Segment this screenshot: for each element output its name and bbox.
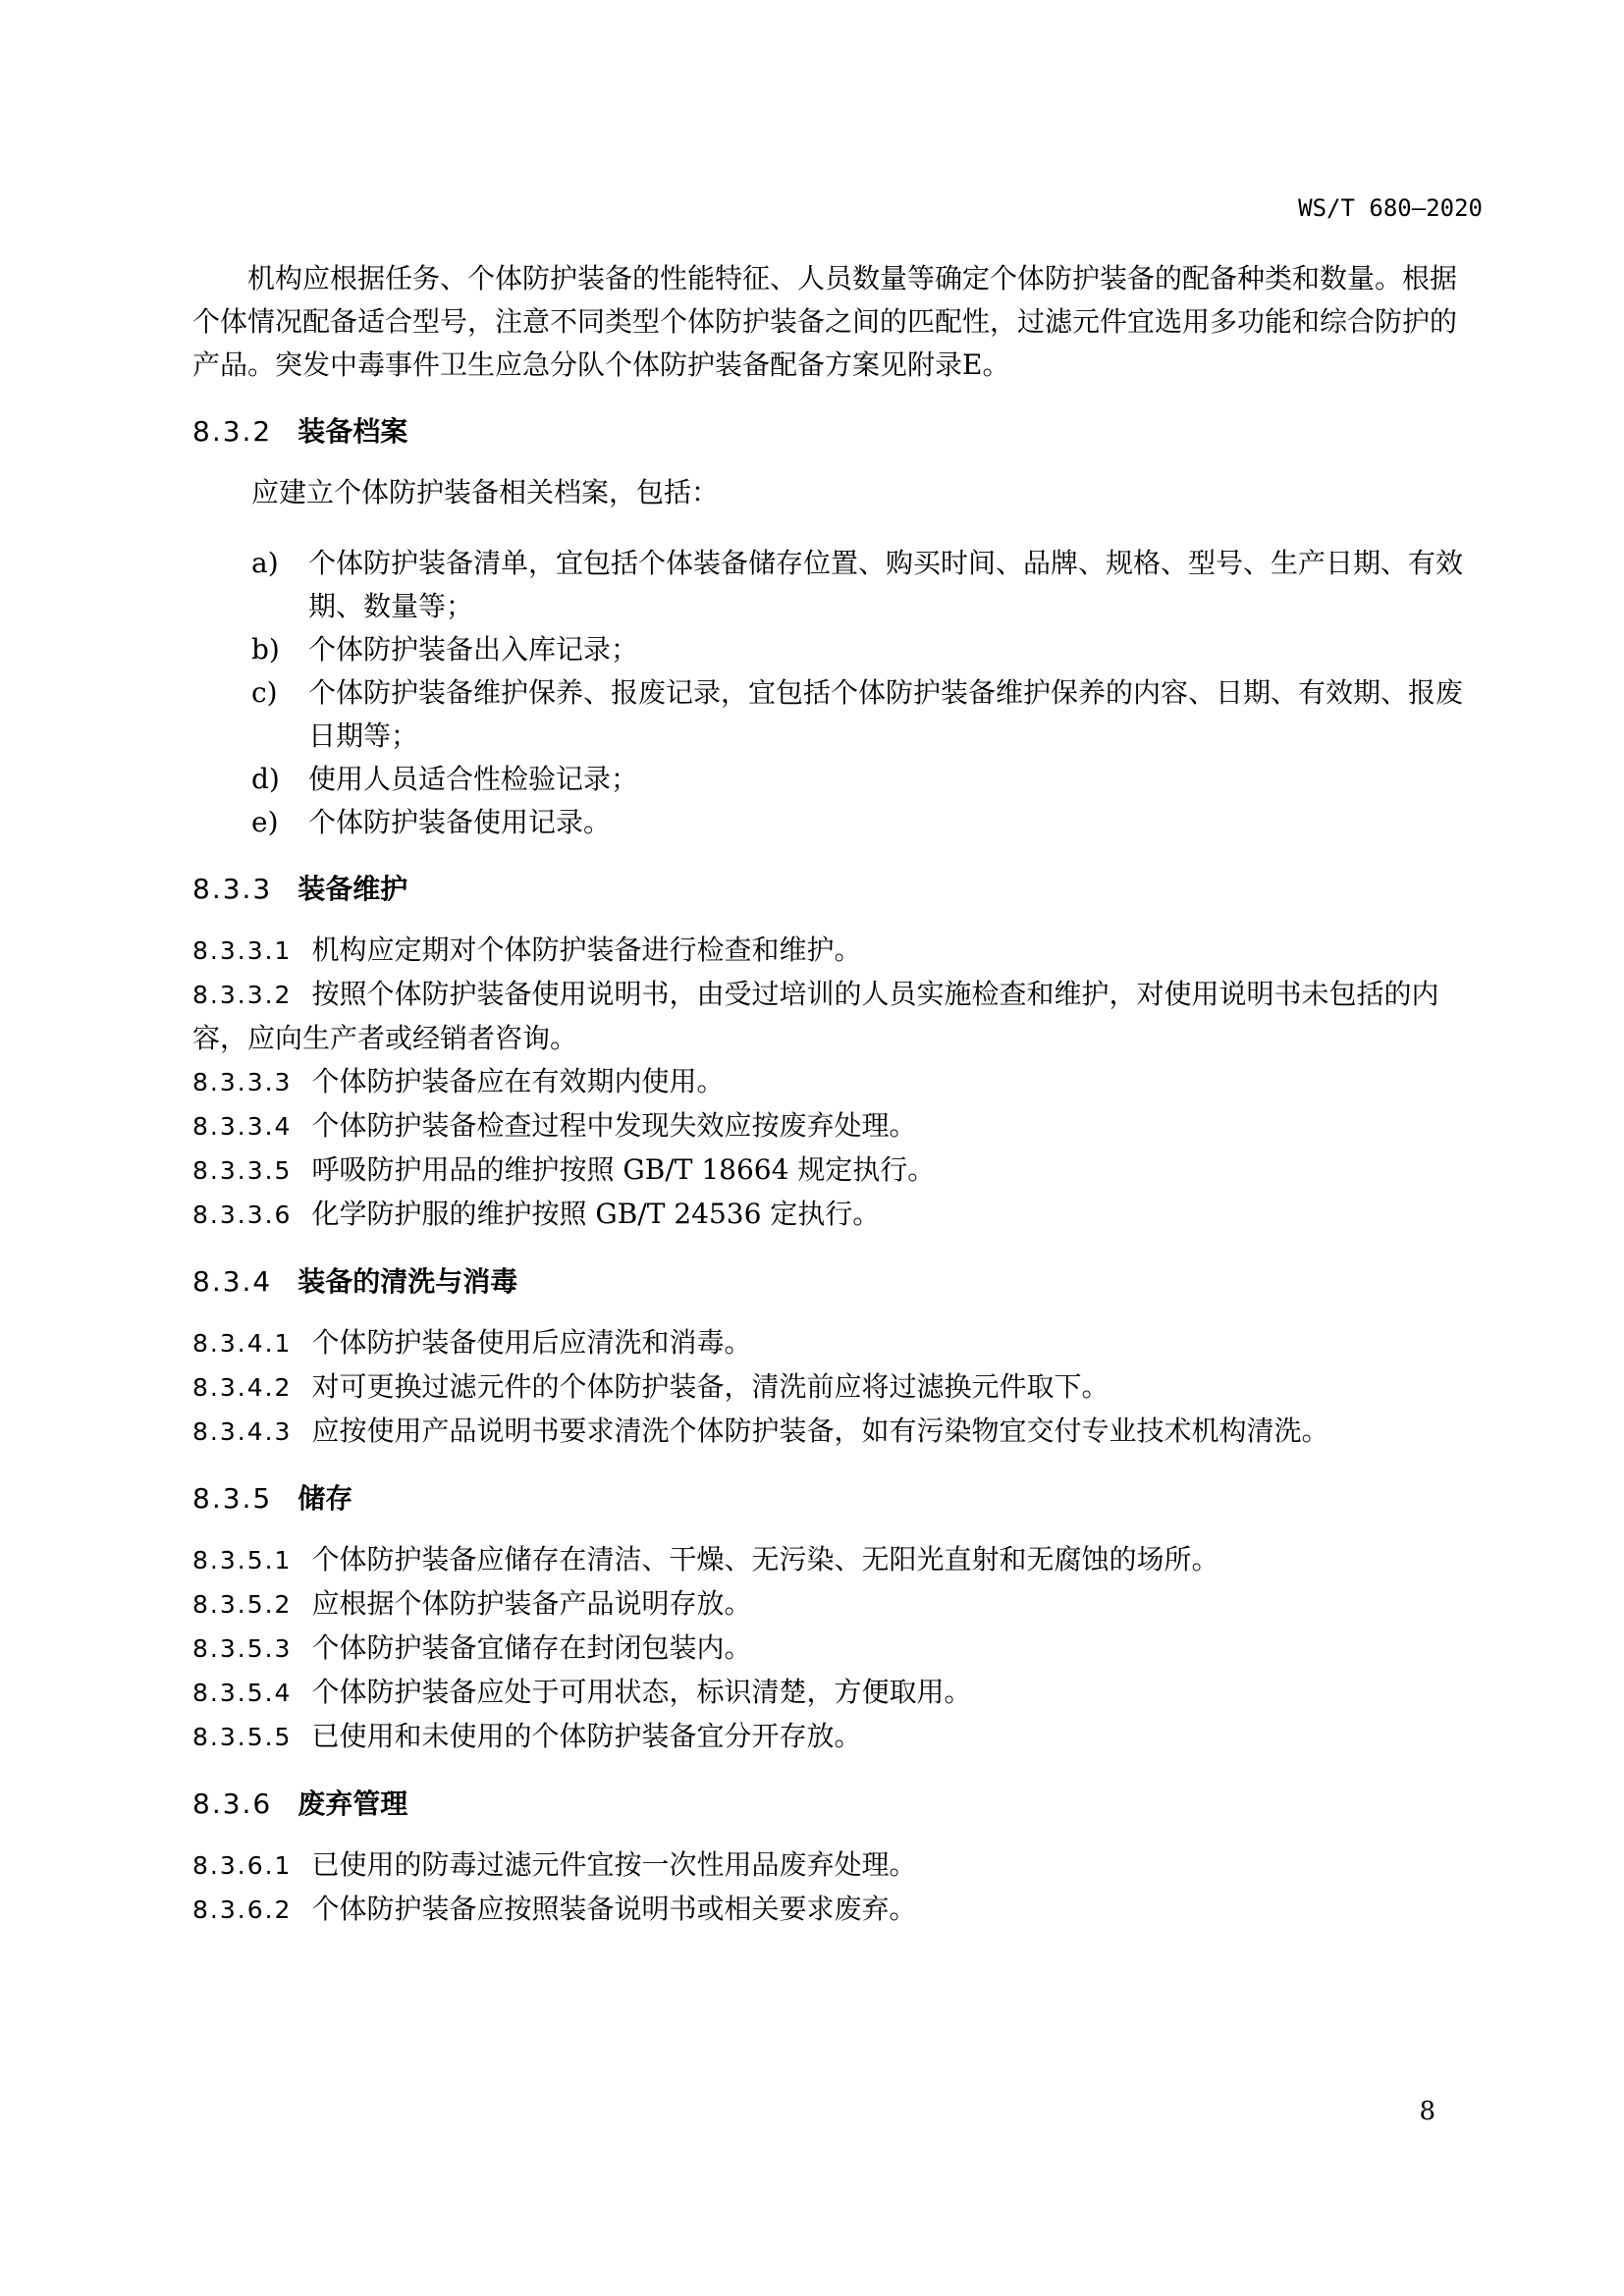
clause-text: 对可更换过滤元件的个体防护装备，清洗前应将过滤换元件取下。 xyxy=(311,1370,1110,1403)
clause-number: 8.3.5.4 xyxy=(192,1679,293,1707)
clause-text: 按照个体防护装备使用说明书，由受过培训的人员实施检查和维护，对使用说明书未包括的内容，应向生产者或经销者咨询。 xyxy=(192,978,1439,1054)
list-marker: e) xyxy=(251,806,279,838)
clause-number: 8.3.6.2 xyxy=(192,1896,293,1924)
section-title: 废弃管理 xyxy=(298,1788,408,1820)
section-number: 8.3.6 xyxy=(192,1788,273,1820)
clause xyxy=(192,1671,1483,1715)
list-marker: b) xyxy=(251,633,280,666)
clause-text: 个体防护装备使用后应清洗和消毒。 xyxy=(311,1326,752,1359)
section-heading-8-3-6 xyxy=(192,1785,1483,1824)
section-heading-8-3-4 xyxy=(192,1262,1483,1302)
list-item-text: 个体防护装备出入库记录； xyxy=(308,633,639,666)
clause-text: 应根据个体防护装备产品说明存放。 xyxy=(311,1587,752,1620)
section-number: 8.3.3 xyxy=(192,873,273,905)
clause xyxy=(192,1365,1483,1410)
document-code: WS/T 680—2020 xyxy=(1298,194,1483,222)
clause-text: 机构应定期对个体防护装备进行检查和维护。 xyxy=(311,934,862,966)
page-number: 8 xyxy=(1419,2097,1435,2126)
clause-number: 8.3.3.2 xyxy=(192,981,293,1009)
list-marker: a) xyxy=(251,547,279,579)
clause xyxy=(192,1627,1483,1671)
clause-number: 8.3.3.4 xyxy=(192,1112,293,1141)
clause xyxy=(192,929,1483,973)
clause xyxy=(192,1410,1483,1454)
clause xyxy=(192,1843,1483,1888)
section-number: 8.3.5 xyxy=(192,1482,273,1515)
section-number: 8.3.2 xyxy=(192,415,273,448)
section-heading-8-3-2 xyxy=(192,412,1483,452)
list-item xyxy=(192,758,1483,801)
clause-text: 个体防护装备应按照装备说明书或相关要求废弃。 xyxy=(311,1893,917,1925)
clause-number: 8.3.6.1 xyxy=(192,1851,293,1880)
page-content xyxy=(192,257,1483,1932)
clause-text: 个体防护装备宜储存在封闭包装内。 xyxy=(311,1631,752,1664)
list-item-text: 个体防护装备维护保养、报废记录，宜包括个体防护装备维护保养的内容、日期、有效期、报废日期等； xyxy=(308,676,1464,752)
clause-text: 个体防护装备应储存在清洁、干燥、无污染、无阳光直射和无腐蚀的场所。 xyxy=(311,1543,1219,1575)
clause-number: 8.3.4.2 xyxy=(192,1373,293,1402)
clause-number: 8.3.5.5 xyxy=(192,1723,293,1751)
list-item-text: 使用人员适合性检验记录； xyxy=(308,763,639,795)
clause-number: 8.3.5.2 xyxy=(192,1590,293,1619)
list-item xyxy=(192,628,1483,671)
clause-number: 8.3.4.3 xyxy=(192,1417,293,1446)
section-title: 储存 xyxy=(298,1482,353,1515)
clause-number: 8.3.3.3 xyxy=(192,1068,293,1096)
clause xyxy=(192,1715,1483,1759)
clause xyxy=(192,1321,1483,1365)
clause-text: 个体防护装备应处于可用状态，标识清楚，方便取用。 xyxy=(311,1676,972,1708)
archive-intro: 应建立个体防护装备相关档案，包括： xyxy=(251,476,720,508)
list-item xyxy=(192,542,1483,628)
section-title: 装备的清洗与消毒 xyxy=(298,1265,518,1298)
clause-number: 8.3.4.1 xyxy=(192,1329,293,1358)
clause xyxy=(192,1060,1483,1104)
clause-number: 8.3.3.6 xyxy=(192,1201,293,1229)
list-marker: d) xyxy=(251,763,280,795)
clause xyxy=(192,1148,1483,1193)
clause-number: 8.3.3.5 xyxy=(192,1156,293,1185)
clause-number: 8.3.5.1 xyxy=(192,1546,293,1575)
clause xyxy=(192,1193,1483,1237)
intro-paragraph: 机构应根据任务、个体防护装备的性能特征、人员数量等确定个体防护装备的配备种类和数量。根据个体情况配备适合型号，注意不同类型个体防护装备之间的匹配性，过滤元件宜选用多功能和综合防护的产品。突发中毒事件卫生应急分队个体防护装备配备方案见附录E。 xyxy=(192,262,1458,381)
list-marker: c) xyxy=(251,676,278,709)
section-number: 8.3.4 xyxy=(192,1265,273,1298)
list-item-text: 个体防护装备清单，宜包括个体装备储存位置、购买时间、品牌、规格、型号、生产日期、有效期、数量等； xyxy=(308,547,1464,622)
section-heading-8-3-3 xyxy=(192,870,1483,909)
clause-text: 化学防护服的维护按照 GB/T 24536 定执行。 xyxy=(311,1198,881,1230)
list-item xyxy=(192,671,1483,758)
clause-text: 已使用的防毒过滤元件宜按一次性用品废弃处理。 xyxy=(311,1848,917,1881)
clause xyxy=(192,1582,1483,1627)
clause-text: 已使用和未使用的个体防护装备宜分开存放。 xyxy=(311,1720,862,1752)
section-heading-8-3-5 xyxy=(192,1479,1483,1519)
clause-text: 呼吸防护用品的维护按照 GB/T 18664 规定执行。 xyxy=(311,1153,936,1186)
list-item xyxy=(192,801,1483,844)
section-title: 装备档案 xyxy=(298,415,408,448)
clause-number: 8.3.5.3 xyxy=(192,1634,293,1663)
section-title: 装备维护 xyxy=(298,873,408,905)
clause xyxy=(192,1888,1483,1932)
clause-text: 应按使用产品说明书要求清洗个体防护装备，如有污染物宜交付专业技术机构清洗。 xyxy=(311,1415,1329,1447)
clause-text: 个体防护装备检查过程中发现失效应按废弃处理。 xyxy=(311,1109,917,1142)
clause-number: 8.3.3.1 xyxy=(192,936,293,965)
clause-text: 个体防护装备应在有效期内使用。 xyxy=(311,1065,725,1097)
list-item-text: 个体防护装备使用记录。 xyxy=(308,806,612,838)
clause xyxy=(192,973,1483,1060)
clause xyxy=(192,1538,1483,1582)
clause xyxy=(192,1104,1483,1148)
